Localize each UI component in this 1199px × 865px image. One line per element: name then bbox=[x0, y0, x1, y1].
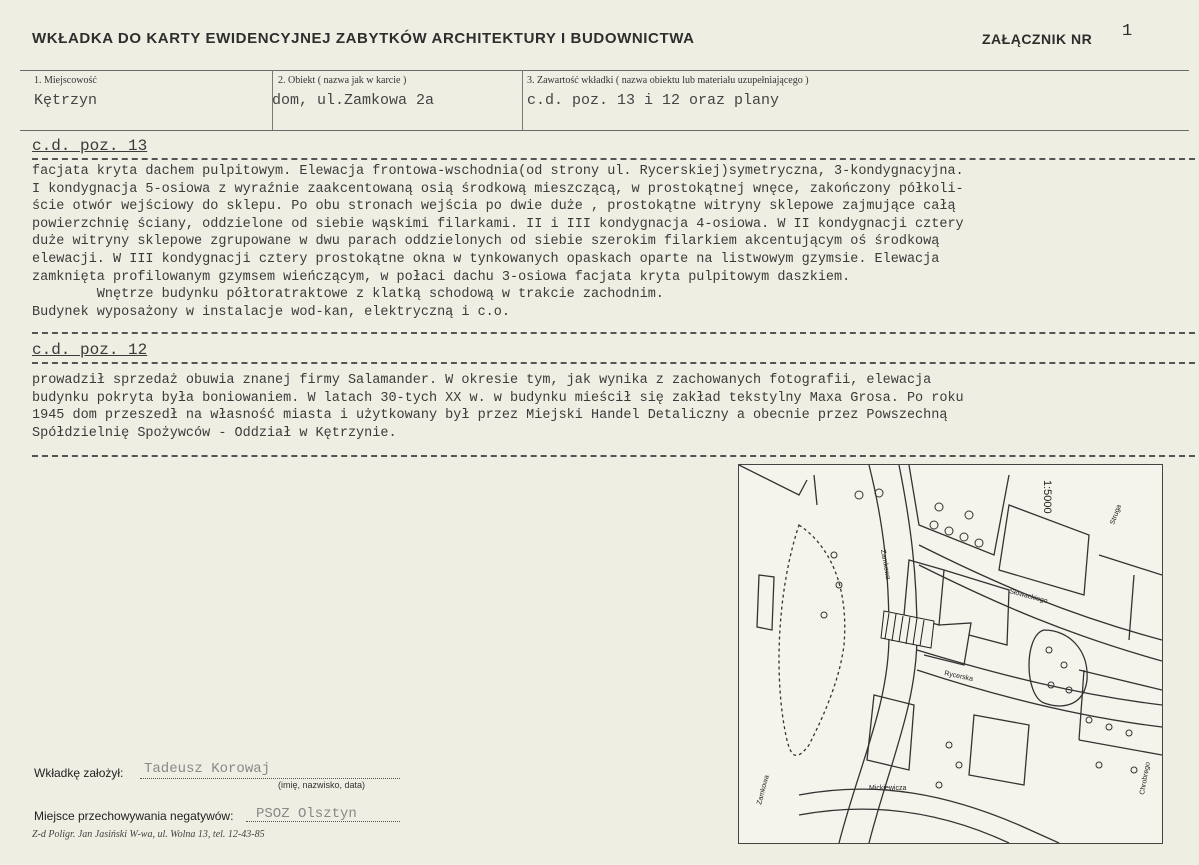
dashed-rule bbox=[32, 362, 1195, 364]
dashed-rule bbox=[32, 332, 1195, 334]
fields-bottom-rule bbox=[20, 130, 1189, 131]
card-title: WKŁADKA DO KARTY EWIDENCYJNEJ ZABYTKÓW ARCHITEKTURY I BUDOWNICTWA bbox=[32, 30, 695, 47]
map-street-label: Zamkowa bbox=[756, 774, 771, 806]
founder-line bbox=[140, 778, 400, 779]
text-line: prowadził sprzedaż obuwia znanej firmy Salamander. W okresie tym, jak wynika z zachowanych fotografii, elewacja bbox=[32, 373, 932, 388]
map-street-label: Chrobrego bbox=[1139, 761, 1152, 796]
printer-imprint: Z-d Poligr. Jan Jasiński W-wa, ul. Wolna 13, tel. 12-43-85 bbox=[32, 829, 265, 840]
object-label: 2. Obiekt ( nazwa jak w karcie ) bbox=[278, 75, 407, 86]
section-13-title: c.d. poz. 13 bbox=[32, 137, 148, 155]
text-line: powierzchnię ściany, oddzielone od siebie wąskimi filarkami. II i III kondygnacja 4-osiowa. W II kondygnacji cztery bbox=[32, 216, 964, 232]
text-line: I kondygnacja 5-osiowa z wyraźnie zaakcentowaną osią środkową mieszczącą, w prostokątnej wnęce, zakończony półkoli- bbox=[32, 181, 964, 197]
annex-number: 1 bbox=[1122, 22, 1133, 41]
map-street-label: Rycerska bbox=[943, 670, 974, 684]
site-plan-map bbox=[738, 464, 1163, 844]
storage-line bbox=[246, 821, 400, 822]
header-rule bbox=[20, 70, 1189, 71]
map-street-label: Struga bbox=[1109, 503, 1123, 526]
object-value: dom, ul.Zamkowa 2a bbox=[272, 92, 435, 109]
content-value: c.d. poz. 13 i 12 oraz plany bbox=[527, 92, 780, 109]
dashed-rule bbox=[32, 158, 1195, 160]
map-street-label: Zamkowa bbox=[879, 549, 892, 581]
field-divider bbox=[522, 70, 523, 130]
text-line: 1945 dom przeszedł na własność miasta i użytkowany był przez Miejski Handel Detaliczny a obecnie przez Powszechną bbox=[32, 408, 948, 424]
founder-label: Wkładkę założył: bbox=[34, 766, 124, 780]
text-line: Budynek wyposażony w instalacje wod-kan, elektryczną i c.o. bbox=[32, 304, 510, 320]
dashed-rule bbox=[32, 455, 1195, 457]
founder-caption: (imię, nazwisko, data) bbox=[278, 780, 366, 790]
founder-value: Tadeusz Korowaj bbox=[144, 761, 271, 777]
text-line: ście otwór wejściowy do sklepu. Po obu stronach wejścia po dwie duże , prostokątne witryny sklepowe zajmujące całą bbox=[32, 199, 956, 215]
locality-label: 1. Miejscowość bbox=[34, 75, 97, 86]
text-line: budynku pokryta była boniowaniem. W latach 30-tych XX w. w budynku mieścił się zakład tekstylny Maxa Grosa. Po roku bbox=[32, 390, 964, 406]
content-label: 3. Zawartość wkładki ( nazwa obiektu lub materiału uzupełniającego ) bbox=[527, 75, 809, 86]
text-line: elewacji. W III kondygnacji cztery prostokątne okna w tynkowanych opaskach oparte na listwowym gzymsie. Elewacja bbox=[32, 252, 940, 267]
text-line: facjata kryta dachem pulpitowym. Elewacja frontowa-wschodnia(od strony ul. Rycerskiej)symetryczna, 3-kondygnacyjna. bbox=[32, 164, 964, 179]
map-street-label: Słowackiego bbox=[1008, 588, 1049, 606]
text-line: duże witryny sklepowe zgrupowane w dwu parach oddzielonych od siebie szerokim filarkiem akcentującym oś środkową bbox=[32, 234, 940, 250]
text-line: Wnętrze budynku półtoratraktowe z klatką schodową w trakcie zachodnim. bbox=[32, 287, 664, 303]
map-scale: 1:5000 bbox=[1041, 480, 1053, 514]
section-12-title: c.d. poz. 12 bbox=[32, 341, 148, 359]
locality-value: Kętrzyn bbox=[34, 92, 98, 109]
map-street-label: Mickiewicza bbox=[869, 785, 907, 792]
text-line: zamknięta profilowanym gzymsem wieńczącym, w połaci dachu 3-osiowa facjata kryta pulpitowym daszkiem. bbox=[32, 269, 851, 285]
storage-value: PSOZ Olsztyn bbox=[256, 806, 357, 822]
text-line: Spółdzielnię Spożywców - Oddział w Kętrzynie. bbox=[32, 425, 397, 441]
storage-label: Miejsce przechowywania negatywów: bbox=[34, 809, 234, 823]
annex-label: ZAŁĄCZNIK NR bbox=[982, 31, 1093, 47]
site-plan-drawing bbox=[739, 465, 1162, 843]
